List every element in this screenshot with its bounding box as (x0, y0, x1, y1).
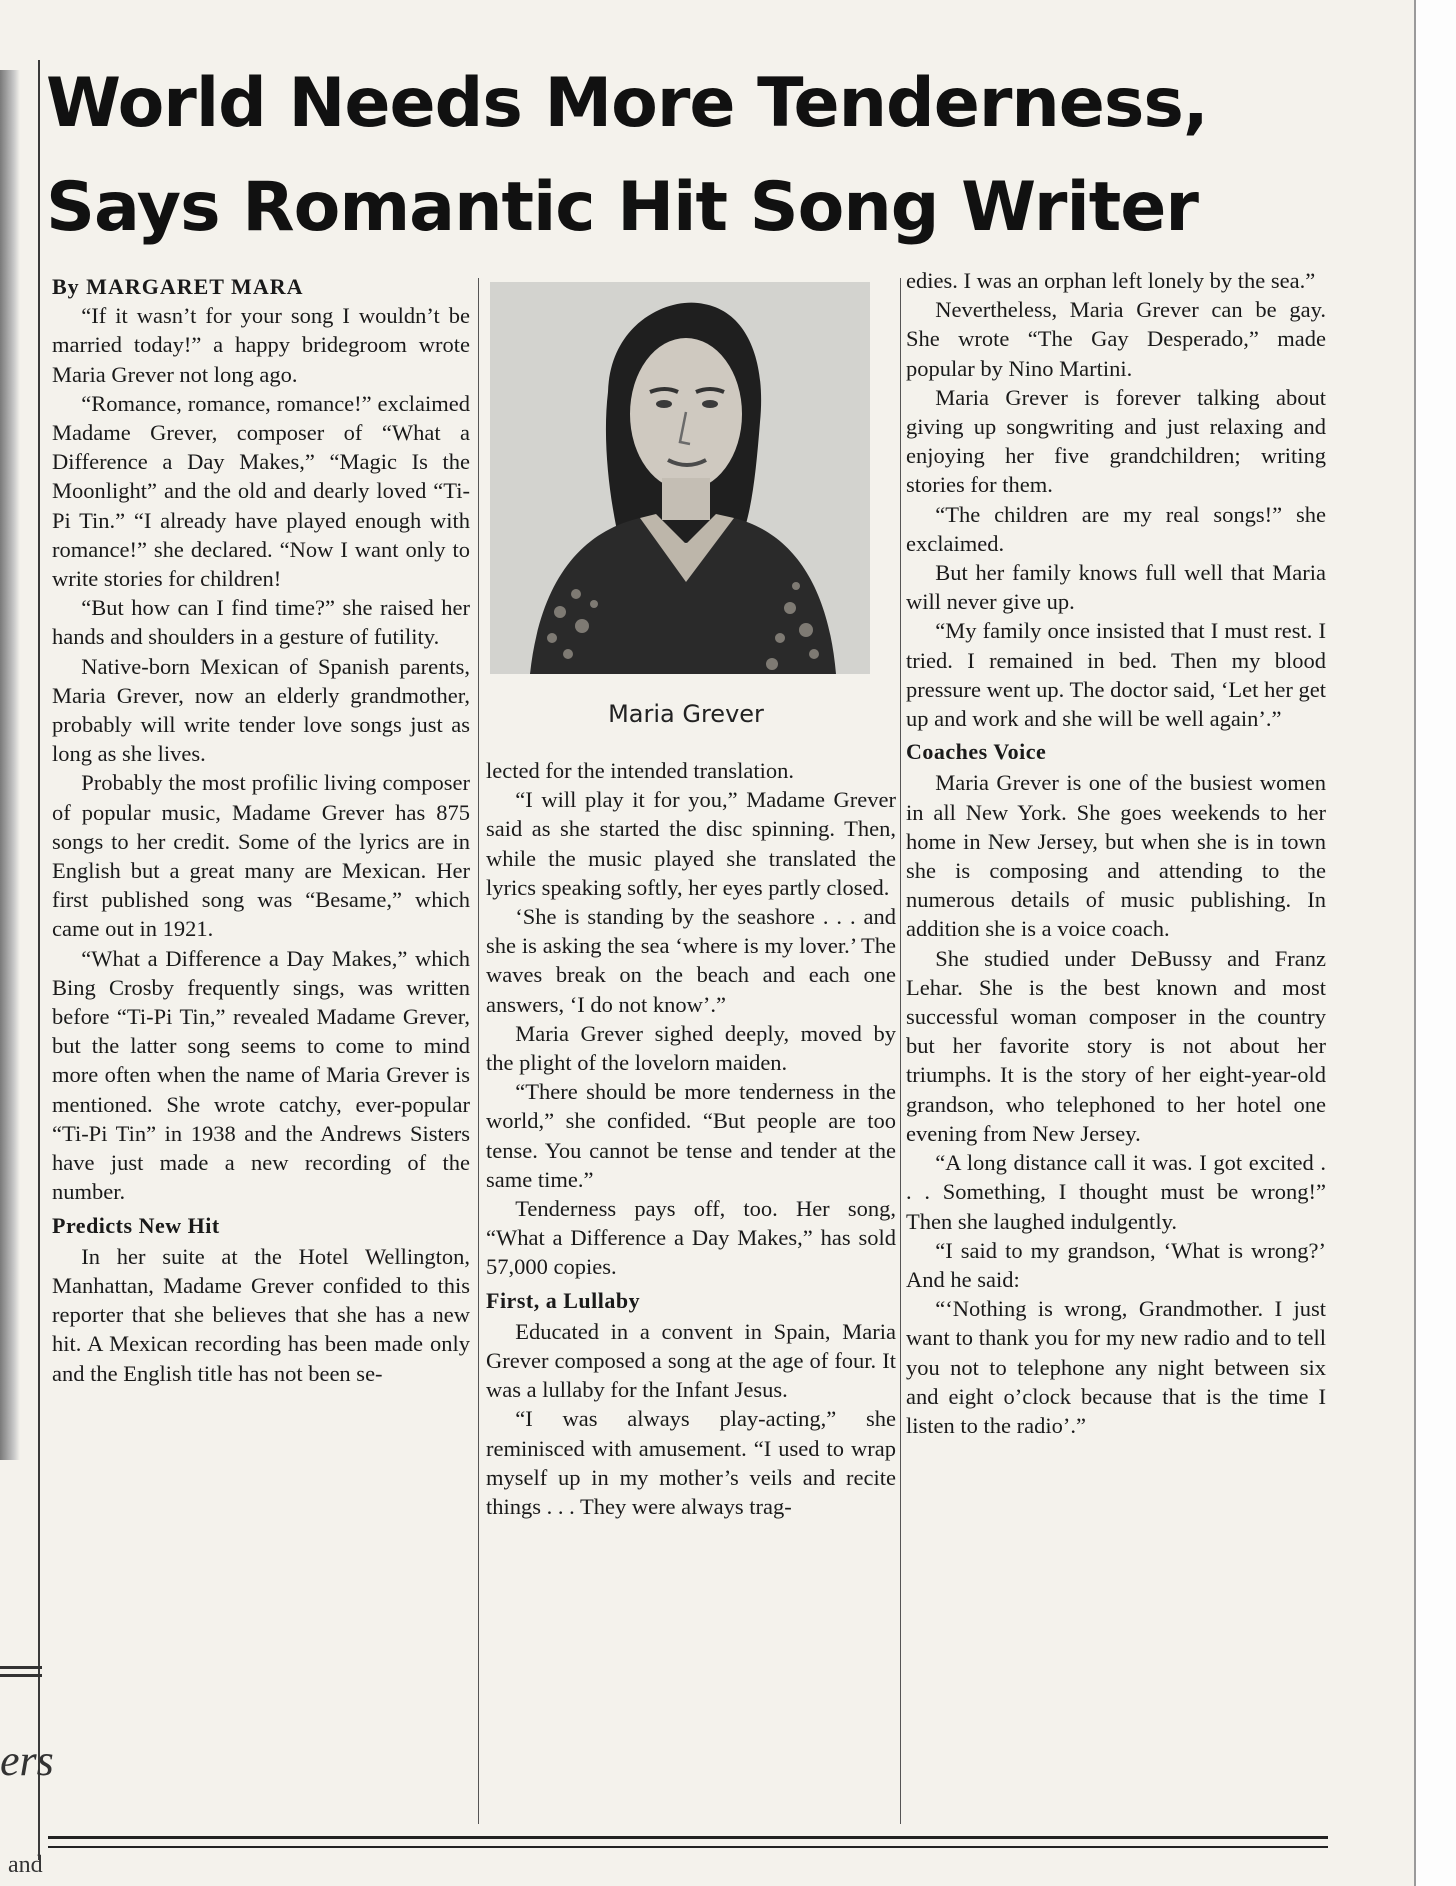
paragraph: “A long distance call it was. I got excited . . . Something, I thought must be wrong!” Then she laughed indulgently. (906, 1150, 1326, 1234)
photo-caption: Maria Grever (608, 700, 764, 728)
paragraph: “What a Difference a Day Makes,” which Bing Crosby frequently sings, was written before “Ti-Pi Tin,” revealed Madame Grever, but the latter song seems to come to mind more often when the name of Maria Grever is mentioned. She wrote catchy, ever-popular “Ti-Pi Tin” in 1938 and the Andrews Sisters have just made a new recording of the number. (52, 945, 470, 1205)
paragraph: “I was always play-acting,” she reminisced with amusement. “I used to wrap myself up in my mother’s veils and recite things . . . They were always trag- (486, 1406, 896, 1520)
left-fragment-rule (0, 1666, 42, 1669)
article-headline (46, 52, 1386, 260)
paragraph: Nevertheless, Maria Grever can be gay. She wrote “The Gay Desperado,” made popular by Nino Martini. (906, 297, 1326, 381)
paragraph: “My family once insisted that I must rest. I tried. I remained in bed. Then my blood pressure went up. The doctor said, ‘Let her get up and work and she will be well again’.” (906, 618, 1326, 732)
subheading: First, a Lullaby (486, 1287, 641, 1313)
paragraph: Maria Grever sighed deeply, moved by the plight of the lovelorn maiden. (486, 1020, 896, 1076)
column-rule (900, 278, 901, 1824)
paragraph: Educated in a convent in Spain, Maria Grever composed a song at the age of four. It was a lullaby for the Infant Jesus. (486, 1318, 896, 1403)
paragraph: Maria Grever is one of the busiest women in all New York. She goes weekends to her home in New Jersey, but when she is in town she is composing and attending to the numerous details of music publishing. In addition she is a voice coach. (906, 770, 1326, 942)
paragraph: “I said to my grandson, ‘What is wrong?’ And he said: (906, 1237, 1326, 1292)
article-column-3 (906, 266, 1326, 1440)
adjacent-column-edge (0, 70, 20, 1460)
paragraph: But her family knows full well that Maria will never give up. (906, 560, 1326, 615)
paragraph: In her suite at the Hotel Wellington, Manhattan, Madame Grever confided to this reporter that she believes that she has a new hit. A Mexican recording has been made only and the English title has not been se- (52, 1243, 470, 1386)
left-margin-fragment: and (8, 1852, 43, 1878)
paragraph: Tenderness pays off, too. Her song, “What a Difference a Day Makes,” has sold 57,000 copies. (486, 1196, 896, 1280)
bottom-rule (48, 1836, 1328, 1839)
paragraph: ‘She is standing by the seashore . . . and she is asking the sea ‘where is my lover.’ The waves break on the beach and each one answers, ‘I do not know’.” (486, 904, 896, 1017)
page-margin (1414, 0, 1456, 1886)
article-column-1 (52, 272, 470, 1388)
paragraph: “If it wasn’t for your song I wouldn’t be married today!” a happy bridegroom wrote Maria Grever not long ago. (52, 303, 470, 387)
byline: By MARGARET MARA (52, 274, 304, 299)
column-rule (478, 278, 479, 1824)
subheading: Coaches Voice (906, 739, 1047, 765)
headline-line-2: Says Romantic Hit Song Writer (46, 168, 1198, 247)
bottom-rule (48, 1846, 1328, 1848)
paragraph: edies. I was an orphan left lonely by the sea.” (906, 268, 1316, 293)
paragraph: lected for the intended translation. (486, 758, 795, 783)
subheading: Predicts New Hit (52, 1212, 220, 1238)
paragraph: “But how can I find time?” she raised her hands and shoulders in a gesture of futility. (52, 595, 470, 650)
paragraph: Native-born Mexican of Spanish parents, Maria Grever, now an elderly grandmother, probably will write tender love songs just as long as she lives. (52, 653, 470, 767)
left-fragment-rule (0, 1674, 42, 1677)
paragraph: “I will play it for you,” Madame Grever said as she started the disc spinning. Then, while the music played she translated the lyrics speaking softly, her eyes partly closed. (486, 787, 896, 900)
left-column-rule (38, 60, 40, 1860)
paragraph: “There should be more tenderness in the world,” she confided. “But people are too tense. You cannot be tense and tender at the same time.” (486, 1079, 896, 1192)
portrait-image (490, 282, 870, 674)
paragraph: “The children are my real songs!” she exclaimed. (906, 501, 1326, 556)
paragraph: Maria Grever is forever talking about giving up songwriting and just relaxing and enjoying her five grandchildren; writing stories for them. (906, 384, 1326, 498)
article-column-2 (486, 756, 896, 1521)
paragraph: “‘Nothing is wrong, Grandmother. I just want to thank you for my new radio and to tell you not to telephone any night between six and eight o’clock because that is the time I listen to the radio’.” (906, 1296, 1326, 1438)
left-margin-fragment: ers (0, 1736, 54, 1785)
paragraph: “Romance, romance, romance!” exclaimed Madame Grever, composer of “What a Difference a Day Makes,” “Magic Is the Moonlight” and the old and dearly loved “Ti-Pi Tin.” “I already have played enough with romance!” she declared. “Now I want only to write stories for children! (52, 390, 470, 592)
paragraph: She studied under DeBussy and Franz Lehar. She is the best known and most successful woman composer in the country but her favorite story is not about her triumphs. It is the story of her eight-year-old grandson, who telephoned to her hotel one evening from New Jersey. (906, 945, 1326, 1146)
headline-line-1: World Needs More Tenderness, (46, 64, 1208, 143)
portrait-photo (490, 282, 870, 674)
paragraph: Probably the most profilic living composer of popular music, Madame Grever has 875 songs to her credit. Some of the lyrics are in English but a great many are Mexican. Her first published song was “Besame,” which came out in 1921. (52, 770, 470, 942)
